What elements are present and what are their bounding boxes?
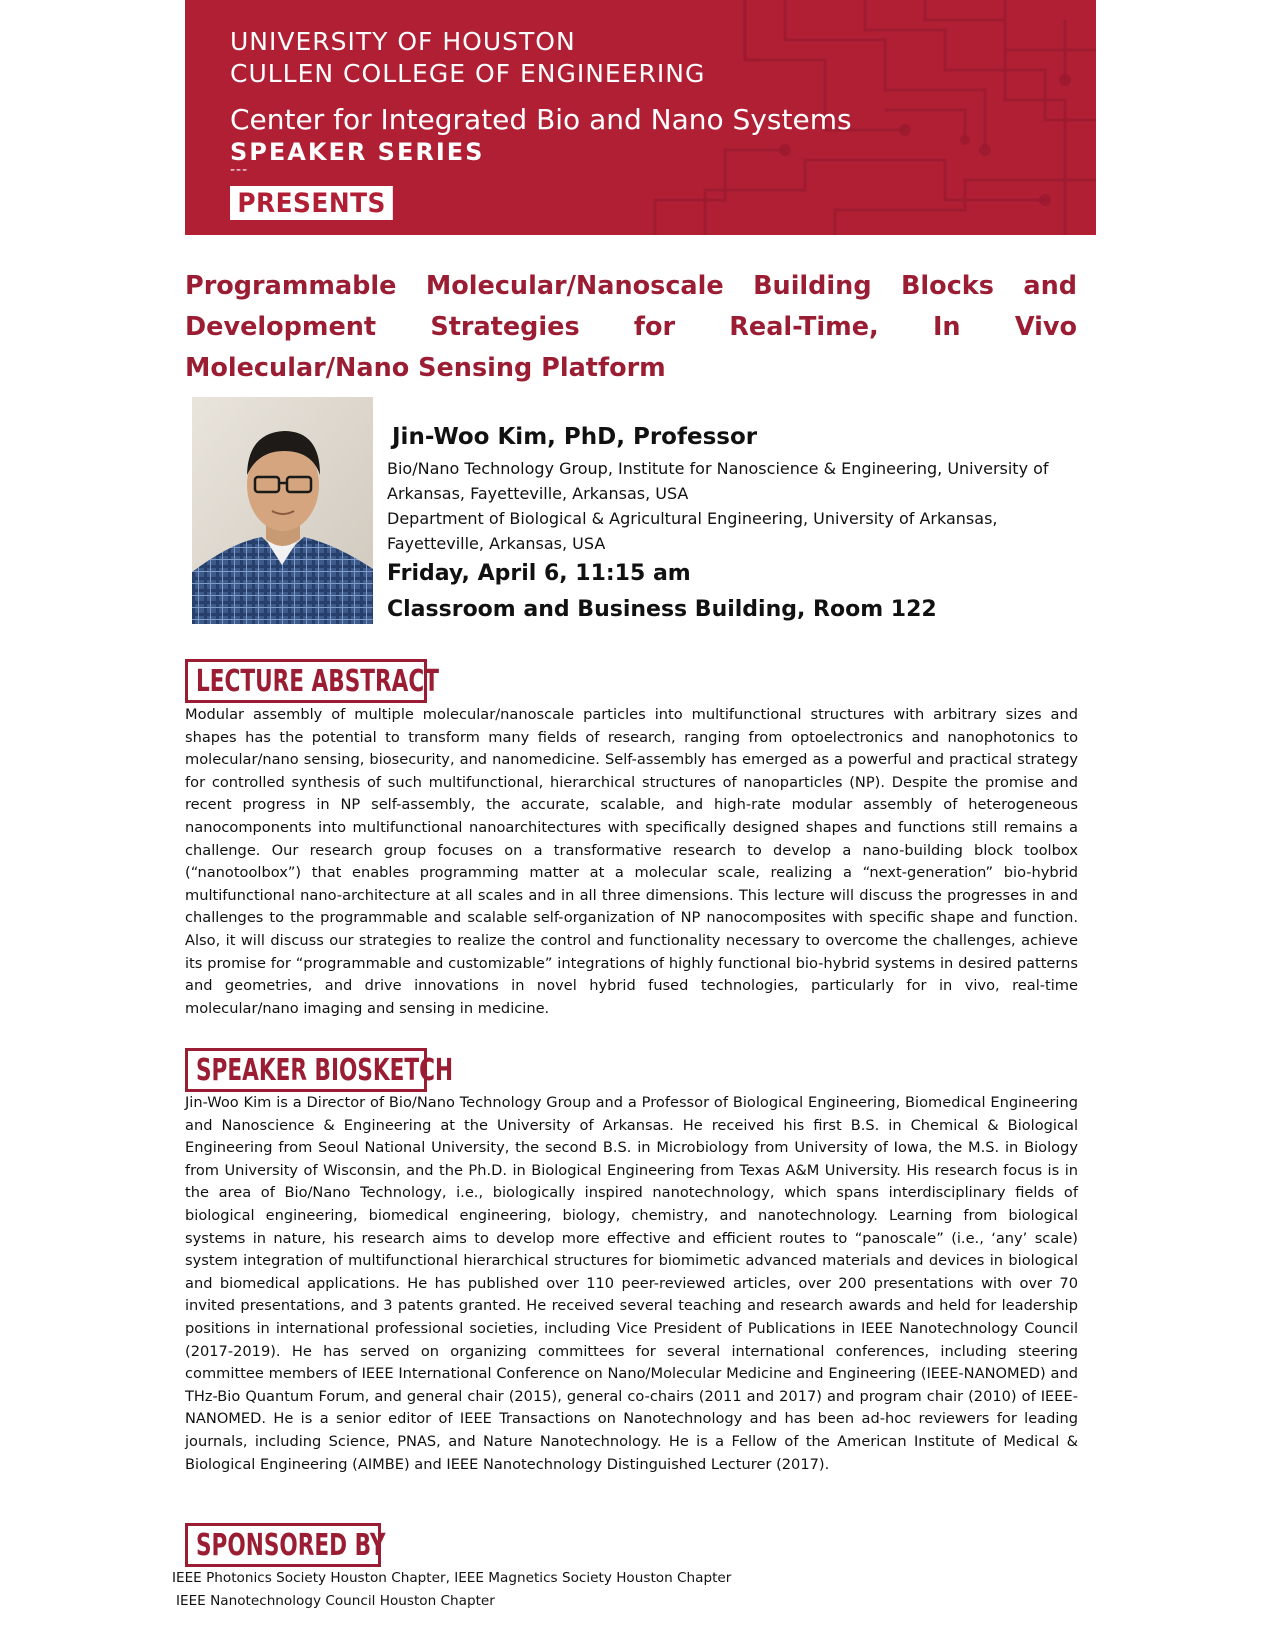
speaker-portrait-image: [192, 397, 373, 624]
speaker-affiliation-2: Department of Biological & Agricultural Engineering, University of Arkansas, Fayetteville, Arkansas, USA: [387, 509, 998, 553]
series-separator: ---: [230, 162, 249, 178]
speaker-biosketch-text: Jin-Woo Kim is a Director of Bio/Nano Technology Group and a Professor of Biological Engineering, Biomedical Engineering and Nanoscience & Engineering at the University of Arkansas. He received his first B.S. in Chemical & Biological Engineering from Seoul National University, the second B.S. in Microbiology from University of Iowa, the M.S. in Biology from University of Wisconsin, and the Ph.D. in Biological Engineering from Texas A&M University. His research focus is in the area of Bio/Nano Technology, i.e., biologically inspired nanotechnology, which spans interdisciplinary fields of biological engineering, biomedical engineering, biology, chemistry, and nanotechnology. Learning from biological systems in nature, his research aims to develop more effective and efficient routes to “panoscale” (i.e., ‘any’ scale) system integration of multifunctional hierarchical structures for biomimetic advanced materials and devices in biological and biomedical applications. He has published over 110 peer-reviewed articles, over 200 presentations with over 70 invited presentations, and 3 patents granted. He received several teaching and research awards and held for leadership positions in international professional societies, including Vice President of Publications in IEEE Nanotechnology Council (2017-2019). He has served on organizing committees for several international conferences, including steering committee members of IEEE International Conference on Nano/Molecular Medicine and Engineering (IEEE-NANOMED) and THz-Bio Quantum Forum, and general chair (2015), general co-chairs (2011 and 2017) and program chair (2010) of IEEE-NANOMED. He is a senior editor of IEEE Transactions on Nanotechnology and has been ad-hoc reviewers for leading journals, including Science, PNAS, and Nature Nanotechnology. He is a Fellow of the American Institute of Medical & Biological Engineering (AIMBE) and IEEE Nanotechnology Distinguished Lecturer (2017).: [185, 1094, 1078, 1473]
event-location: Classroom and Business Building, Room 122: [387, 597, 937, 622]
speaker-affiliation-1: Bio/Nano Technology Group, Institute for Nanoscience & Engineering, University of Arkansas, Fayetteville, Arkansas, USA: [387, 459, 1049, 503]
sponsored-by-heading-text: SPONSORED BY: [196, 1528, 386, 1563]
sponsored-by-heading: [185, 1523, 386, 1567]
speaker-name: Jin-Woo Kim, PhD, Professor: [392, 424, 758, 450]
presents-label: PRESENTS: [230, 186, 393, 220]
talk-title: Programmable Molecular/Nanoscale Building Blocks and Development Strategies for Real-Time, In Vivo Molecular/Nano Sensing Platform: [185, 271, 1077, 383]
speaker-biosketch-heading: [185, 1048, 454, 1092]
event-date-time: Friday, April 6, 11:15 am: [387, 561, 691, 586]
speaker-photo: [192, 397, 373, 624]
series-name: SPEAKER SERIES: [230, 138, 485, 166]
college-name: CULLEN COLLEGE OF ENGINEERING: [230, 59, 706, 88]
lecture-abstract-heading: [185, 659, 439, 703]
sponsor-line-1: IEEE Photonics Society Houston Chapter, IEEE Magnetics Society Houston Chapter: [172, 1570, 732, 1586]
lecture-abstract-text: Modular assembly of multiple molecular/nanoscale particles into multifunctional structures with arbitrary sizes and shapes has the potential to transform many fields of research, ranging from optoelectronics and nanophotonics to molecular/nano sensing, biosecurity, and nanomedicine. Self-assembly has emerged as a powerful and practical strategy for controlled synthesis of such multifunctional, hierarchical structures of nanoparticles (NP). Despite the promise and recent progress in NP self-assembly, the accurate, scalable, and high-rate modular assembly of heterogeneous nanocomponents into multifunctional nanoarchitectures with specifically designed shapes and functions still remains a challenge. Our research group focuses on a transformative research to develop a nano-building block toolbox (“nanotoolbox”) that enables programming matter at a molecular scale, realizing a “next-generation” bio-hybrid multifunctional nano-architecture at all scales and in all three dimensions. This lecture will discuss the progresses in and challenges to the programmable and scalable self-organization of NP nanocomposites with specific shape and function. Also, it will discuss our strategies to realize the control and functionality necessary to overcome the challenges, achieve its promise for “programmable and customizable” integrations of highly functional bio-hybrid systems in desired patterns and geometries, and drive innovations in novel hybrid fused technologies, particularly for in vivo, real-time molecular/nano imaging and sensing in medicine.: [185, 706, 1078, 1017]
sponsor-line-2: IEEE Nanotechnology Council Houston Chapter: [176, 1593, 495, 1609]
university-name: UNIVERSITY OF HOUSTON: [230, 27, 576, 56]
speaker-biosketch-heading-text: SPEAKER BIOSKETCH: [196, 1053, 454, 1088]
header-banner: [185, 0, 1096, 235]
lecture-abstract-heading-text: LECTURE ABSTRACT: [196, 664, 439, 699]
center-name: Center for Integrated Bio and Nano Systems: [230, 103, 852, 136]
